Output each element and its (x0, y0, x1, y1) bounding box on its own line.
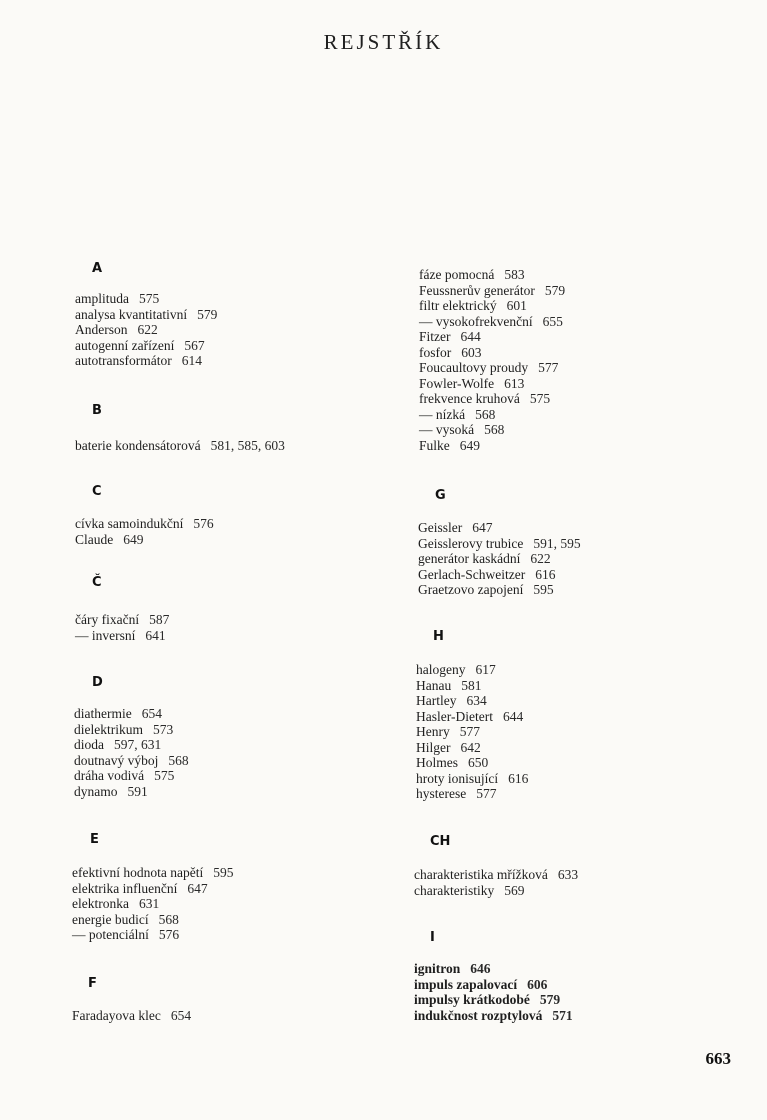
index-entry (75, 438, 285, 454)
index-page-numbers: 579 (197, 306, 218, 322)
index-entry (416, 693, 528, 709)
index-term: autogenní zařízení (75, 337, 175, 353)
index-entry (414, 1008, 573, 1024)
index-page-numbers: 576 (193, 516, 214, 531)
index-page-numbers: 569 (504, 882, 525, 898)
page-number: 663 (705, 1049, 731, 1068)
index-entry (75, 291, 217, 307)
index-page-numbers: 649 (123, 531, 144, 547)
index-term: dráha vodivá (74, 768, 145, 783)
index-term: halogeny (416, 662, 466, 677)
index-page-numbers: 655 (542, 313, 563, 329)
index-term: čáry fixační (75, 612, 140, 627)
index-term: Graetzovo zapojení (418, 582, 524, 597)
index-page-numbers: 644 (502, 708, 524, 724)
index-term: frekvence kruhová (419, 391, 520, 406)
index-page-numbers: 577 (476, 786, 497, 801)
index-entry (416, 755, 528, 771)
index-term: — vysokofrekvenční (419, 313, 533, 329)
section-e-entries (72, 865, 233, 943)
index-term: elektrika influenční (72, 880, 178, 896)
index-entry (75, 612, 169, 628)
index-entry (419, 376, 565, 392)
index-page-numbers: 568 (475, 406, 496, 422)
index-term: efektivní hodnota napětí (72, 865, 204, 880)
index-page-numbers: 644 (460, 329, 481, 344)
index-term: doutnavý výboj (74, 752, 159, 768)
index-page-numbers: 633 (557, 867, 579, 882)
index-term: energie budicí (72, 911, 149, 927)
index-page-numbers: 579 (544, 282, 566, 298)
index-page-numbers: 577 (459, 724, 480, 739)
index-page-numbers: 654 (170, 1008, 192, 1023)
index-page-numbers: 634 (466, 693, 487, 708)
index-page-numbers: 613 (504, 375, 525, 391)
index-term: diathermie (74, 706, 132, 721)
section-letter-ch: CH (430, 834, 451, 849)
section-letter-h: H (433, 629, 444, 644)
index-page-numbers: 631 (138, 896, 160, 911)
index-entry (419, 345, 565, 361)
index-entry (414, 867, 578, 883)
index-page-numbers: 581, 585, 603 (210, 438, 285, 453)
index-page-numbers: 595 (533, 582, 554, 597)
index-page-numbers: 591 (127, 783, 148, 799)
index-term: analysa kvantitativní (75, 306, 188, 322)
index-entry (416, 740, 528, 756)
section-a-entries (75, 291, 217, 369)
section-letter-g: G (435, 488, 446, 503)
index-term: Feussnerův generátor (419, 282, 535, 298)
index-term: fosfor (419, 344, 452, 360)
index-term: impulsy krátkodobé (414, 992, 530, 1007)
index-page-numbers: 650 (468, 755, 489, 770)
index-page-numbers: 575 (154, 768, 175, 783)
index-term: — vysoká (419, 422, 475, 437)
index-term: Geisslerovy trubice (418, 535, 524, 551)
index-entry (72, 896, 233, 912)
index-page-numbers: 601 (506, 298, 527, 313)
section-h-entries (416, 662, 528, 802)
section-g-entries (418, 520, 581, 598)
index-page-numbers: 571 (552, 1007, 573, 1023)
index-page-numbers: 575 (139, 291, 160, 306)
index-entry (416, 662, 528, 678)
index-entry (414, 961, 573, 977)
index-entry (416, 724, 528, 740)
index-entry (419, 283, 565, 299)
index-page-numbers: 579 (539, 992, 561, 1007)
index-page-numbers: 616 (508, 770, 529, 786)
index-page-numbers: 616 (535, 566, 556, 582)
index-entry (74, 706, 189, 722)
section-letter-d: D (92, 675, 103, 690)
index-page-numbers: 617 (475, 662, 496, 677)
index-page-numbers: 595 (213, 865, 234, 880)
section-f-continued-entries (419, 267, 565, 453)
section-letter-b: B (92, 403, 102, 418)
index-entry (418, 551, 581, 567)
index-entry (75, 353, 217, 369)
index-term: elektronka (72, 896, 129, 911)
index-entry (74, 753, 189, 769)
index-term: impuls zapalovací (414, 976, 518, 992)
index-page-numbers: 577 (538, 360, 559, 375)
index-entry (75, 338, 217, 354)
section-i-entries (414, 961, 573, 1023)
index-entry (74, 737, 189, 753)
index-entry (74, 722, 189, 738)
index-entry (418, 536, 581, 552)
section-letter-c-caron: Č (92, 575, 102, 590)
section-letter-f: F (88, 976, 97, 991)
section-d-entries (74, 706, 189, 799)
index-entry (418, 567, 581, 583)
index-page-numbers: 647 (472, 520, 493, 535)
index-entry (414, 883, 578, 899)
index-page-numbers: 581 (461, 677, 482, 693)
index-page-numbers: 614 (181, 353, 202, 368)
index-entry (419, 360, 565, 376)
index-page-numbers: 597, 631 (114, 737, 162, 752)
index-term: Holmes (416, 755, 458, 770)
section-letter-i: I (430, 930, 435, 945)
index-page-numbers: 649 (459, 437, 481, 453)
index-term: ignitron (414, 961, 461, 976)
section-f-entries (72, 1008, 191, 1024)
section-c-caron-entries (75, 612, 169, 643)
index-term: Claude (75, 531, 114, 547)
index-term: generátor kaskádní (418, 551, 521, 566)
index-page-numbers: 568 (168, 752, 189, 768)
index-page-numbers: 622 (137, 322, 158, 337)
index-term: filtr elektrický (419, 298, 497, 313)
section-letter-a: A (92, 261, 103, 276)
index-term: autotransformátor (75, 353, 172, 368)
index-page-numbers: 575 (529, 391, 551, 406)
section-b-entries (75, 438, 285, 454)
index-entry (414, 977, 573, 993)
index-entry (416, 678, 528, 694)
index-page-numbers: 622 (530, 551, 551, 566)
index-page-numbers: 591, 595 (533, 535, 581, 551)
index-term: Henry (416, 724, 450, 739)
index-entry (72, 927, 233, 943)
index-entry (75, 516, 214, 532)
index-page-numbers: 576 (158, 927, 180, 942)
index-page-numbers: 567 (184, 337, 205, 353)
index-entry (419, 267, 565, 283)
index-page-numbers: 654 (141, 706, 162, 721)
index-term: Anderson (75, 322, 128, 337)
index-term: charakteristika mřížková (414, 867, 548, 882)
index-term: amplituda (75, 291, 129, 306)
index-term: fáze pomocná (419, 267, 495, 282)
index-term: dielektrikum (74, 721, 143, 737)
index-entry (75, 532, 214, 548)
index-term: Faradayova klec (72, 1008, 161, 1023)
page-title: REJSTŘÍK (323, 30, 444, 54)
index-entry (72, 865, 233, 881)
index-term: Hasler-Dietert (416, 708, 493, 724)
index-page-numbers: 583 (504, 267, 525, 282)
index-term: baterie kondensátorová (75, 438, 201, 453)
section-letter-e: E (90, 832, 99, 847)
index-entry (74, 784, 189, 800)
index-page-numbers: 603 (461, 344, 482, 360)
index-term: — potenciální (72, 927, 149, 942)
index-term: — inversní (75, 627, 136, 643)
index-entry (75, 628, 169, 644)
index-term: Hilger (416, 739, 451, 755)
section-ch-entries (414, 867, 578, 898)
index-entry (418, 520, 581, 536)
index-entry (75, 307, 217, 323)
index-page-numbers: 641 (145, 627, 166, 643)
index-term: Fulke (419, 437, 450, 453)
index-page-numbers: 642 (460, 739, 481, 755)
index-entry (419, 438, 565, 454)
index-page-numbers: 568 (158, 911, 179, 927)
index-page-numbers: 646 (470, 961, 491, 976)
section-c-entries (75, 516, 214, 547)
index-entry (414, 992, 573, 1008)
index-term: indukčnost rozptylová (414, 1007, 543, 1023)
index-entry (419, 422, 565, 438)
index-entry (74, 768, 189, 784)
section-letter-c: C (92, 484, 102, 499)
index-page-numbers: 587 (149, 612, 170, 627)
index-term: Foucaultovy proudy (419, 360, 529, 375)
index-entry (416, 771, 528, 787)
index-entry (418, 582, 581, 598)
index-term: hroty ionisující (416, 770, 499, 786)
index-term: Gerlach-Schweitzer (418, 566, 526, 582)
index-term: dynamo (74, 783, 118, 799)
index-entry (419, 391, 565, 407)
index-term: Fitzer (419, 329, 451, 344)
index-term: Geissler (418, 520, 463, 535)
index-term: charakteristiky (414, 882, 495, 898)
index-entry (416, 786, 528, 802)
index-term: Fowler-Wolfe (419, 375, 495, 391)
index-entry (416, 709, 528, 725)
index-entry (72, 912, 233, 928)
index-entry (419, 298, 565, 314)
index-term: dioda (74, 737, 104, 752)
index-entry (75, 322, 217, 338)
index-term: cívka samoindukční (75, 516, 184, 531)
index-entry (419, 407, 565, 423)
index-page-numbers: 606 (527, 976, 548, 992)
index-term: hysterese (416, 786, 467, 801)
index-page-numbers: 647 (187, 880, 208, 896)
index-term: Hanau (416, 677, 452, 693)
index-page-numbers: 568 (484, 422, 505, 437)
index-term: — nízká (419, 406, 466, 422)
index-entry (419, 329, 565, 345)
index-entry (419, 314, 565, 330)
index-entry (72, 881, 233, 897)
index-term: Hartley (416, 693, 457, 708)
index-page-numbers: 573 (152, 721, 174, 737)
index-entry (72, 1008, 191, 1024)
